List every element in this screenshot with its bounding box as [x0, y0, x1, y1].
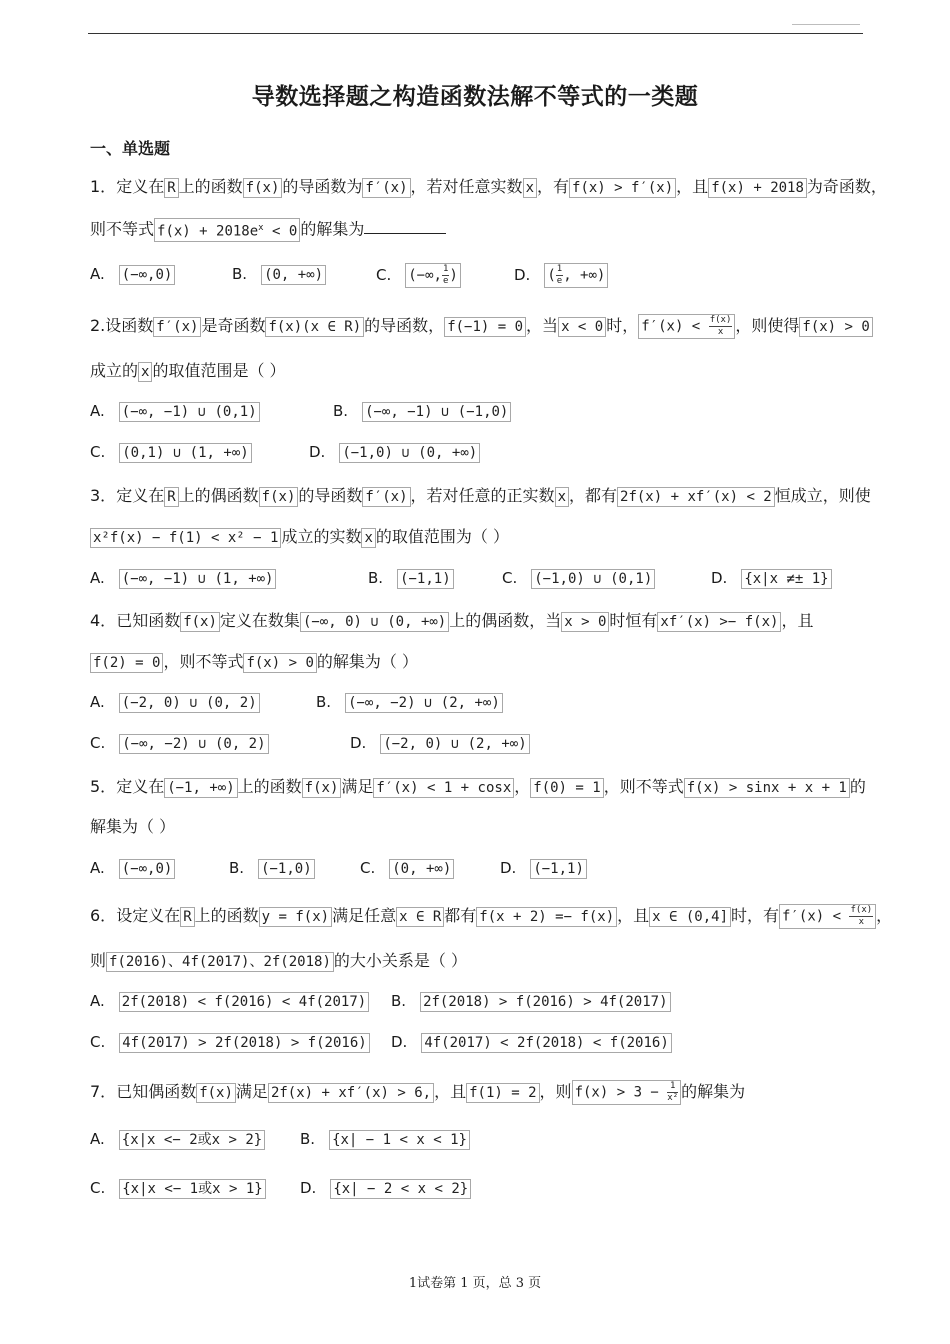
q7-option-a: A. {x|x <− 2或x > 2}	[90, 1128, 265, 1150]
q1-option-d: D. ( $\frac{1}{e}$ , +∞)	[514, 263, 608, 288]
page-title: 导数选择题之构造函数法解不等式的一类题	[251, 84, 699, 110]
header-rule	[88, 33, 863, 34]
q4-option-b: B. (−∞, −2) ∪ (2, +∞)	[316, 691, 503, 713]
q3-option-a: A. (−∞, −1) ∪ (1, +∞)	[90, 567, 276, 589]
q4-option-c: C. (−∞, −2) ∪ (0, 2)	[90, 732, 269, 754]
q5-line-2: 解集为（ ）	[90, 817, 176, 836]
q6-line-1: 6．设定义在 R 上的函数 y = f(x) 满足任意 x ∈ R 都有 f(x + 2) =− f(x) ，且 x ∈ (0,4] 时，有 f′(x) < $\frac{f(x)}{x}$ ，	[90, 905, 893, 927]
q2-option-a: A. (−∞, −1) ∪ (0,1)	[90, 400, 260, 422]
q7-option-b: B. {x| − 1 < x < 1}	[300, 1128, 470, 1150]
q2-inequality: f′(x) < $\frac{f(x)}{x}$	[638, 314, 735, 339]
q2-line-2: 成立的 x 的取值范围是（ ）	[90, 361, 286, 380]
q4-option-d: D. (−2, 0) ∪ (2, +∞)	[350, 732, 530, 754]
q5-option-b: B. (−1,0)	[229, 857, 315, 879]
q5-option-d: D. (−1,1)	[500, 857, 587, 879]
q3-line-1: 3．定义在 R 上的偶函数 f(x) 的导函数 f′(x) ，若对任意的正实数 x ，都有 2f(x) + xf′(x) < 2 恒成立，则使	[90, 486, 871, 505]
q1-option-c: C. (−∞, $\frac{1}{e}$ )	[376, 263, 461, 288]
q1-line-2: 则不等式 $f(x) + 2018e^x < 0$ 的解集为	[90, 218, 446, 242]
q1-option-a: A. (−∞,0)	[90, 263, 175, 285]
q4-option-a: A. (−2, 0) ∪ (0, 2)	[90, 691, 260, 713]
q6-option-d: D. 4f(2017) < 2f(2018) < f(2016)	[391, 1031, 672, 1053]
section-heading: 一、单选题	[90, 139, 171, 158]
q6-line-2: 则 f(2016)、4f(2017)、2f(2018) 的大小关系是（ ）	[90, 951, 467, 970]
header-mark	[792, 24, 860, 25]
q2-option-d: D. (−1,0) ∪ (0, +∞)	[309, 441, 480, 463]
q1-inequality: $f(x) + 2018e^x < 0$	[154, 218, 300, 242]
q3-option-d: D. {x|x ≠± 1}	[711, 567, 832, 589]
q3-option-c: C. (−1,0) ∪ (0,1)	[502, 567, 655, 589]
q5-line-1: 5．定义在 (−1, +∞) 上的函数 f(x) 满足 f′(x) < 1 + cosx ， f(0) = 1 ，则不等式 f(x) > sinx + x + 1 的	[90, 777, 866, 796]
q4-line-2: f(2) = 0 ，则不等式 f(x) > 0 的解集为（ ）	[90, 651, 418, 673]
q7-inequality: f(x) > 3 − $\frac{1}{\text{x²}}$	[572, 1080, 682, 1105]
answer-blank	[364, 219, 446, 234]
q5-option-a: A. (−∞,0)	[90, 857, 175, 879]
q1-line-1: 1．定义在 R 上的函数 f(x) 的导函数为 f′(x) ，若对任意实数 x ，有 f(x) > f′(x) ，且 f(x) + 2018 为奇函数，	[90, 177, 887, 196]
q5-option-c: C. (0, +∞)	[360, 857, 454, 879]
q1-option-b: B. (0, +∞)	[232, 263, 326, 285]
q2-option-b: B. (−∞, −1) ∪ (−1,0)	[333, 400, 511, 422]
page-footer: 1试卷第 1 页，总 3 页	[408, 1276, 542, 1291]
q2-option-c: C. (0,1) ∪ (1, +∞)	[90, 441, 252, 463]
q7-line-1: 7．已知偶函数 f(x) 满足 2f(x) + xf′(x) > 6, ，且 f(1) = 2 ，则 f(x) > 3 − $\frac{1}{\text{x²}}$ 的解集为	[90, 1081, 746, 1103]
q3-line-2: x²f(x) − f(1) < x² − 1 成立的实数 x 的取值范围为（ ）	[90, 526, 509, 548]
q2-line-1: 2.设函数 f′(x) 是奇函数 f(x)(x ∈ R) 的导函数， f(−1) = 0 ，当 x < 0 时， f′(x) < $\frac{f(x)}{x}$ ，则使得 f(x) > 0	[90, 314, 873, 339]
q6-option-b: B. 2f(2018) > f(2016) > 4f(2017)	[391, 990, 671, 1012]
q7-option-c: C. {x|x <− 1或x > 1}	[90, 1177, 266, 1199]
q3-option-b: B. (−1,1)	[368, 567, 454, 589]
q6-inequality: f′(x) < $\frac{f(x)}{x}$	[779, 904, 876, 929]
q6-option-c: C. 4f(2017) > 2f(2018) > f(2016)	[90, 1031, 370, 1053]
q4-line-1: 4．已知函数 f(x) 定义在数集 (−∞, 0) ∪ (0, +∞) 上的偶函数，当 x > 0 时恒有 xf′(x) >− f(x) ，且	[90, 611, 814, 630]
q6-option-a: A. 2f(2018) < f(2016) < 4f(2017)	[90, 990, 369, 1012]
q7-option-d: D. {x| − 2 < x < 2}	[300, 1177, 471, 1199]
